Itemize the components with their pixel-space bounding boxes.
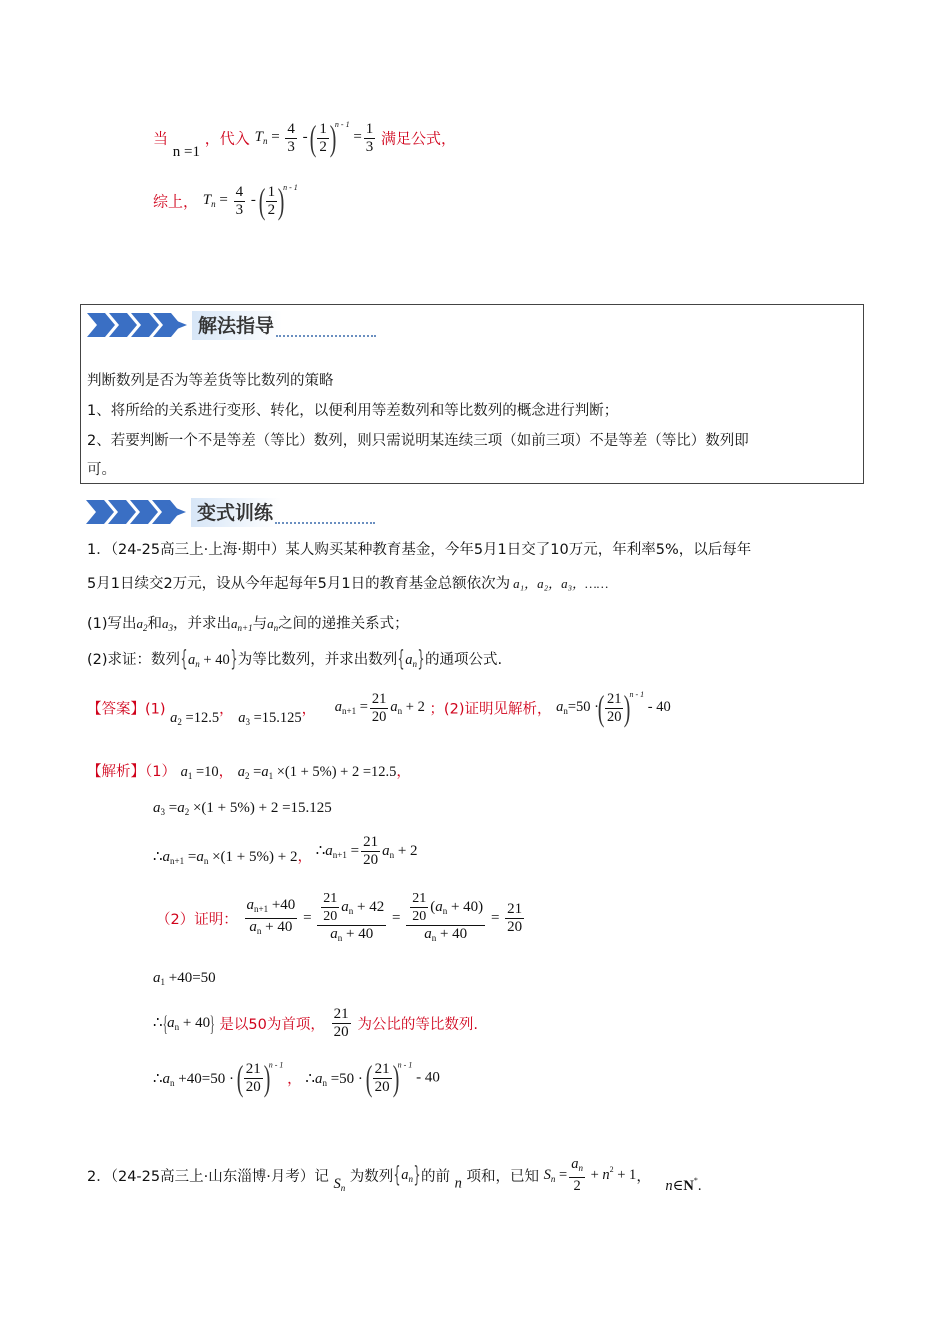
minus-sign-2: - bbox=[250, 192, 256, 209]
guide-p3a: 2、若要判断一个不是等差（等比）数列，则只需说明某连续三项（如前三项）不是等差（等比）数列即 bbox=[87, 433, 749, 449]
chevrons-icon bbox=[86, 494, 191, 530]
conclusion-a: 是以50为首项， bbox=[219, 1017, 325, 1033]
q1-part1: (1)写出$a_2$和$a_3$，并求出$a_{n+1}$与$a_n$之间的递推关系式； bbox=[87, 616, 409, 633]
q2-mid3: 项和，已知 bbox=[466, 1169, 540, 1185]
frac-4-3: $\frac{4}{3}$ bbox=[287, 120, 295, 155]
practice-title: 变式训练 bbox=[191, 498, 281, 527]
eq-sign-3: = bbox=[219, 192, 228, 209]
frac-1-2: $\frac{1}{2}$ bbox=[319, 120, 327, 155]
guide-divider bbox=[276, 335, 376, 337]
daixu-text: ，代入 bbox=[204, 129, 250, 148]
q1-line1: 1．（24-25高三上·上海·期中）某人购买某种教育基金，今年5月1日交了10万元，年利率5%，以后每年 bbox=[87, 542, 752, 558]
a1-plus-40: $a_1 +40=50$ bbox=[153, 970, 216, 987]
guide-p1: 判断数列是否为等差货等比数列的策略 bbox=[87, 373, 334, 389]
guide-p2: 1、将所给的关系进行变形、转化，以便利用等差数列和等比数列的概念进行判断； bbox=[87, 403, 619, 419]
conclusion-b: 为公比的等比数列. bbox=[357, 1017, 479, 1033]
analysis-recurrence: $\therefore a_{n+1} =a_n \times(1 + 5\%) + 2$， $\therefore a_{n+1}$ = $\frac{21}{20}$ $a_n + 2$ bbox=[153, 834, 418, 868]
q2-mid1: 为数列 bbox=[349, 1169, 394, 1185]
practice-banner bbox=[86, 494, 375, 530]
frac-1-2-b: $\frac{1}{2}$ bbox=[267, 183, 276, 218]
exponent: n - 1 bbox=[334, 120, 350, 130]
frac-4-3-b: $\frac{4}{3}$ bbox=[235, 183, 244, 218]
q1-part2: (2)求证：数列$\{a_n + 40\}$为等比数列，并求出数列$\{a_n\}$的通项公式. bbox=[87, 647, 503, 672]
T-symbol: T bbox=[254, 129, 263, 146]
conclusion-line: $\therefore\{a_n + 40\}$ 是以50为首项， $\frac{21}{20}$ 为公比的等比数列. bbox=[153, 1006, 479, 1040]
analysis-line1: 【解析】（1） $a_1 =10$， $a_2 =a_1 \times(1 + 5\%) + 2 =12.5$， bbox=[87, 764, 411, 781]
q1-sequence: a₁，a₂，a₃，…… bbox=[513, 576, 609, 591]
final-minus-40: - 40 bbox=[416, 1069, 440, 1086]
T-symbol-2: T bbox=[202, 192, 212, 209]
answer-line: 【答案】(1) $a_2 =12.5$， $a_3 =15.125$， $a_{n+1}$ = $\frac{21}{20}$ $a_n + 2$ ；(2)证明见解析， $a_n=50$ ·( $\frac{21}{20}$ )$^{n - 1}$ - 40 bbox=[87, 688, 671, 728]
answer-mid: ；(2)证明见解析， bbox=[429, 701, 552, 718]
final-line: $\therefore a_n +40=50$ · ( $\frac{21}{20}$ )$^{n - 1}$ ， $\therefore a_n =50$ · ( $\frac{21}{20}$ )$^{n - 1}$ - 40 bbox=[153, 1058, 440, 1098]
q1-line2-text: 5月1日续交2万元，设从今年起每年5月1日的教育基金总额依次为 bbox=[87, 576, 511, 592]
proof-line: （2）证明： $\frac{a_{n+1} +40}{a_n + 40}$ = $\frac{21}{20}$ $a_n + 42$ $a_n + 40$ = $\frac{21}{20}$ $(a_n + 40)$ $a_n + 40$ = $\frac{21}{20}$ bbox=[156, 891, 523, 943]
exponent-2: n - 1 bbox=[283, 183, 298, 193]
guide-p3b: 可。 bbox=[87, 462, 116, 478]
analysis-label: 【解析】（1） bbox=[87, 764, 176, 780]
chevrons-icon bbox=[87, 307, 192, 343]
proof-label: （2）证明： bbox=[156, 912, 238, 928]
guide-title: 解法指导 bbox=[192, 311, 282, 340]
n-sub-2: n bbox=[211, 199, 216, 210]
line-n-equals-1: 当 n =1 ，代入 $T_n$ = $\frac{4}{3}$ - ( $\frac{1}{2}$ )$^{n - 1}$ = $\frac{1}{3}$ 满足公式， bbox=[153, 118, 457, 160]
eq-sign: = bbox=[271, 129, 280, 146]
zong-text: 综上， bbox=[153, 192, 199, 211]
n-sub: n bbox=[262, 136, 268, 147]
q2-tail: n∈N*. bbox=[665, 1175, 702, 1194]
minus-sign: - bbox=[302, 129, 308, 146]
guide-banner bbox=[87, 307, 376, 343]
practice-divider bbox=[275, 522, 375, 524]
n-equals-1: n =1 bbox=[172, 144, 201, 160]
q2-mid2: 的前 bbox=[421, 1169, 451, 1185]
analysis-a3: $a_3 =a_2 \times(1 + 5\%) + 2 =15.125$ bbox=[153, 800, 332, 817]
eq-sign-2: = bbox=[353, 129, 362, 146]
satisfies-text: 满足公式， bbox=[381, 129, 457, 148]
dang-text: 当 bbox=[153, 129, 169, 148]
line-summary: 综上， $T_n$ = $\frac{4}{3}$ - ( $\frac{1}{2}$ )$^{n - 1}$ bbox=[153, 181, 298, 221]
q2-line: 2．（24-25高三上·山东淄博·月考）记 $S_n$ 为数列$\{a_n\}$的前 n 项和，已知 $S_n$ = $\frac{a_n}{2}$ + $n^2 + 1$， n∈N*. bbox=[87, 1156, 702, 1194]
q1-line2 bbox=[87, 572, 608, 593]
method-guide-box bbox=[80, 304, 864, 484]
answer-label: 【答案】(1) bbox=[87, 701, 166, 718]
frac-1-3: $\frac{1}{3}$ bbox=[365, 120, 374, 155]
q2-intro: 2．（24-25高三上·山东淄博·月考）记 bbox=[87, 1169, 329, 1185]
